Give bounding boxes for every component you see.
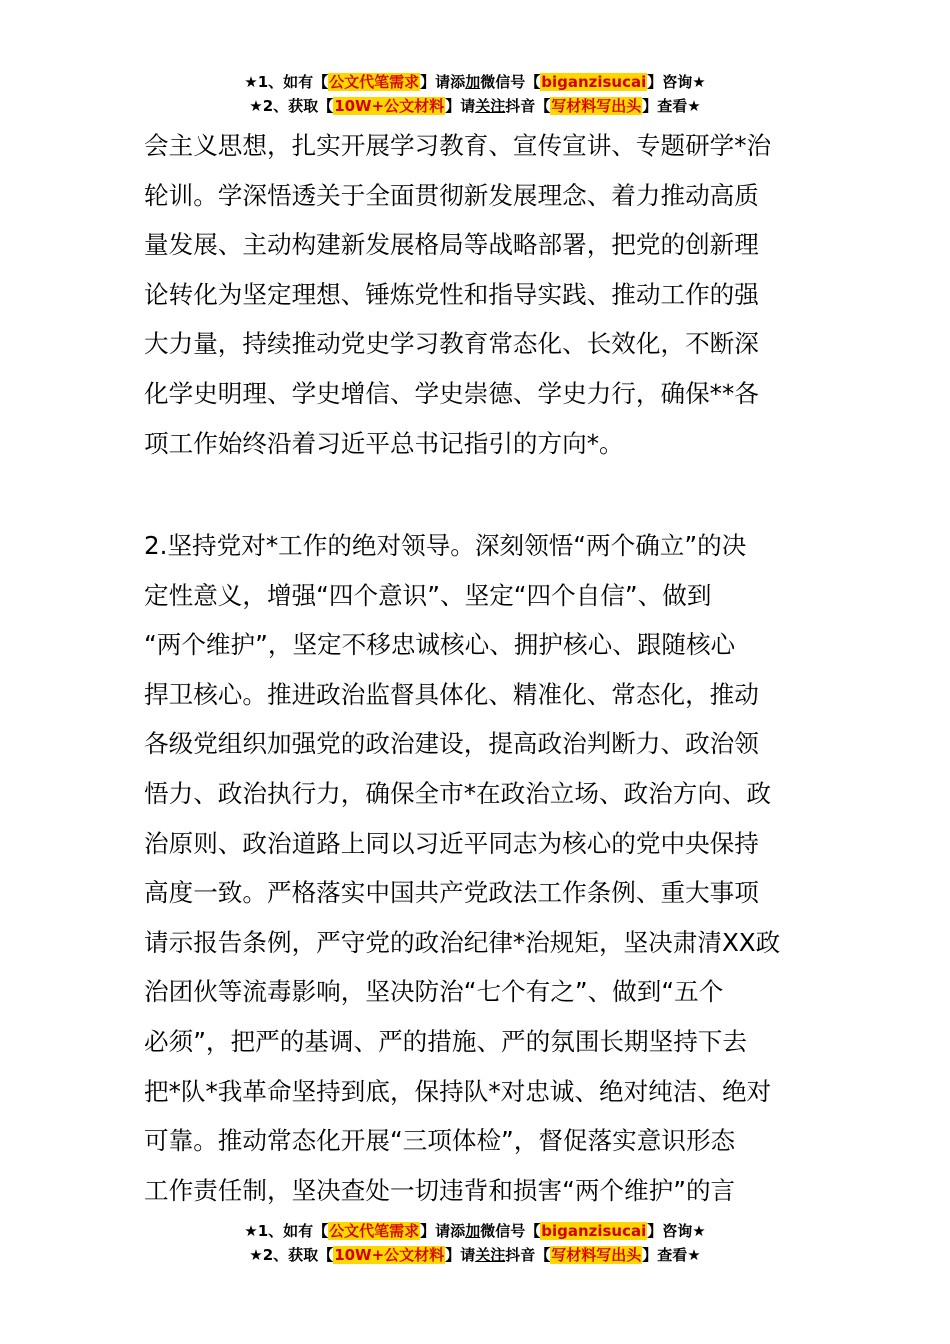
- highlight-ghostwriting: 公文代笔需求: [329, 1222, 420, 1240]
- header-line-1: [0, 70, 950, 94]
- header-line-2-text: 抖音【: [505, 97, 551, 115]
- text-line: 会主义思想，扎实开展学习教育、宣传宣讲、专题研学*治: [144, 131, 772, 160]
- header-line-2-text: 】查看★: [642, 97, 701, 115]
- footer-banner: [0, 1219, 950, 1267]
- text-line: 化学史明理、学史增信、学史崇德、学史力行，确保**各: [144, 378, 759, 408]
- footer-line-2-text: 抖音【: [505, 1246, 551, 1264]
- footer-line-2: [0, 1243, 950, 1267]
- text-line: 高度一致。严格落实中国共产党政法工作条例、重大事项: [144, 878, 759, 908]
- footer-line-2-text: ★2、获取【: [249, 1246, 334, 1264]
- text-line: 请示报告条例，严守党的政治纪律*治规矩，坚决肃清XX政: [144, 927, 781, 957]
- text-line: 各级党组织加强党的政治建设，提高政治判断力、政治领: [144, 729, 759, 759]
- text-line: 工作责任制，坚决查处一切违背和损害“两个维护”的言: [144, 1175, 736, 1205]
- text-line: 治原则、政治道路上同以习近平同志为核心的党中央保持: [144, 828, 759, 858]
- text-line: 悟力、政治执行力，确保全市*在政治立场、政治方向、政: [144, 778, 772, 808]
- header-line-2-underlined: 关注: [475, 97, 506, 115]
- header-line-1-text: 】咨询★: [647, 73, 706, 91]
- text-line: 治团伙等流毒影响，坚决防治“七个有之”、做到“五个: [144, 977, 724, 1007]
- footer-line-1: [0, 1219, 950, 1243]
- footer-line-2-underlined: 关注: [475, 1246, 506, 1264]
- text-line: 捍卫核心。推进政治监督具体化、精准化、常态化，推动: [144, 679, 759, 709]
- highlight-ghostwriting: 公文代笔需求: [329, 73, 420, 91]
- text-line: “两个维护”，坚定不移忠诚核心、拥护核心、跟随核心: [144, 630, 736, 660]
- text-line: 必须”，把严的基调、严的措施、严的氛围长期坚持下去: [144, 1026, 747, 1056]
- footer-line-1-text: 】请添: [420, 1222, 466, 1240]
- footer-line-1-text: 微信号【: [480, 1222, 541, 1240]
- paragraph-2: [144, 521, 812, 1215]
- header-line-1-text: 微信号【: [480, 73, 541, 91]
- highlight-douyin-account: 写材料写出头: [551, 1246, 642, 1264]
- header-line-2-text: ★2、获取【: [249, 97, 334, 115]
- highlight-materials: 10W+公文材料: [334, 97, 445, 115]
- text-line: 量发展、主动构建新发展格局等战略部署，把党的创新理: [144, 230, 759, 260]
- footer-line-1-text: ★1、如有【: [244, 1222, 329, 1240]
- text-line: 把*队*我革命坚持到底，保持队*对忠诚、绝对纯洁、绝对: [144, 1076, 772, 1106]
- header-line-1-underlined: 加: [465, 73, 481, 91]
- header-line-2: [0, 94, 950, 118]
- text-line: 项工作始终沿着习近平总书记指引的方向*。: [144, 428, 624, 458]
- paragraph-1: [144, 121, 812, 468]
- highlight-wechat-id: biganzisucai: [541, 1222, 647, 1240]
- text-line: 2.坚持党对*工作的绝对领导。深刻领悟“两个确立”的决: [144, 531, 747, 560]
- footer-line-2-text: 】请: [445, 1246, 476, 1264]
- text-line: 大力量，持续推动党史学习教育常态化、长效化，不断深: [144, 329, 759, 359]
- text-line: 论转化为坚定理想、锤炼党性和指导实践、推动工作的强: [144, 279, 759, 309]
- header-line-1-text: ★1、如有【: [244, 73, 329, 91]
- text-line: 轮训。学深悟透关于全面贯彻新发展理念、着力推动高质: [144, 180, 759, 210]
- footer-line-2-text: 】查看★: [642, 1246, 701, 1264]
- footer-line-1-text: 】咨询★: [647, 1222, 706, 1240]
- highlight-materials: 10W+公文材料: [334, 1246, 445, 1264]
- header-banner: [0, 70, 950, 118]
- text-line: 可靠。推动常态化开展“三项体检”，督促落实意识形态: [144, 1126, 736, 1156]
- highlight-wechat-id: biganzisucai: [541, 73, 647, 91]
- header-line-1-text: 】请添: [420, 73, 466, 91]
- highlight-douyin-account: 写材料写出头: [551, 97, 642, 115]
- footer-line-1-underlined: 加: [465, 1222, 481, 1240]
- text-line: 定性意义，增强“四个意识”、坚定“四个自信”、做到: [144, 580, 712, 610]
- header-line-2-text: 】请: [445, 97, 476, 115]
